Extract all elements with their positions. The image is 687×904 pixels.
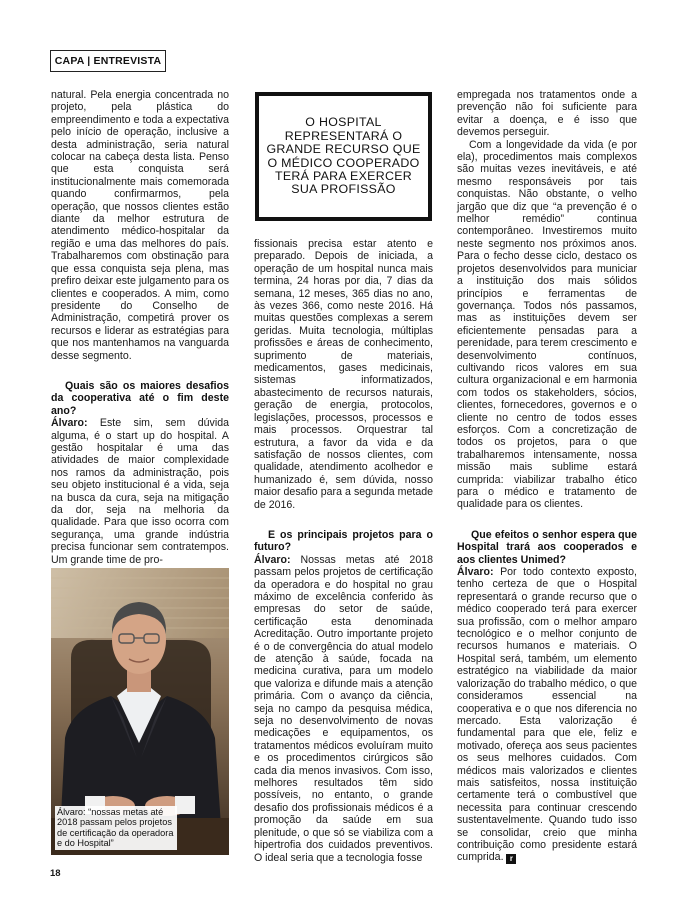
speaker-name: Álvaro: bbox=[457, 566, 494, 579]
pull-quote bbox=[255, 92, 432, 221]
speaker-name: Álvaro: bbox=[254, 553, 291, 566]
body-paragraph: natural. Pela energia concentrada no projeto, pela plástica do empreendimento e toda a expectativa pelo início de operação, inclusive a desta administração, seria natural colocar na cabeça desta lista. Penso que esta conquista será institucionalmente mais comemorada quando confirmarmos, pela operação, que nossos clientes estão diante da melhor estrutura de atendimento médico-hospitalar da região e uma das melhores do país. Trabalharemos com obstinação para que essa conquista seja plena, mas prefiro deixar este julgamento para os clientes e cooperados. A mim, como presidente do Conselho de Administração, competirá prover os recursos e liderar as estratégias para que nos mantenhamos na vanguarda desse segmento. bbox=[51, 89, 229, 362]
body-paragraph: empregada nos tratamentos onde a prevenção não foi suficiente para evitar a doença, e é isso que devemos perseguir. bbox=[457, 89, 637, 139]
body-paragraph: Com a longevidade da vida (e por ela), procedimentos mais complexos são muitas vezes inevitáveis, e até mesmo responsáveis por tais conquistas. Não obstante, o velho jargão que diz que “a prevenção é o melhor remédio” continua contemporâneo. Investiremos muito neste segmento nos próximos anos. Para o fecho desse ciclo, destaco os projetos desenvolvidos para municiar a instituição dos mais sólidos princípios e ferramentas de governança. Todos nós passamos, mas as instituições devem ser eficientemente pensadas para a perenidade, para terem crescimento e desenvolvimento contínuos, cultivando ricos valores em sua cultura organizacional e em harmonia com todos os stakeholders, sócios, clientes, fornecedores, governos e o cliente no centro de todos esses esforços. Com a concretização de todos os projetos, para o que trabalharemos intensamente, nossa missão mais sublime estará cumprida: viabilizar trabalho ético para o médico e tratamento de qualidade para os clientes. bbox=[457, 138, 637, 511]
section-tag: CAPA | ENTREVISTA bbox=[50, 50, 166, 72]
interview-question: Quais são os maiores desafios da cooperativa até o fim deste ano? bbox=[51, 379, 229, 417]
body-paragraph: fissionais precisa estar atento e preparado. Depois de iniciada, a operação de um hospital nunca mais termina, 24 horas por dia, 7 dias da semana, 12 meses, 365 dias no ano, às vezes 366, como neste 2016. Há muitas questões complexas a serem geridas. Muita tecnologia, múltiplas profissões e áreas de conhecimento, suprimento de materiais, medicamentos, gases medicinais, sistemas informatizados, abastecimento de recursos naturais, geração de energia, protocolos, legislações, processos, processos e mais processos. Orquestrar tal estrutura, a favor da vida e da satisfação de nossos clientes, com qualidade, atendimento acolhedor e humanizado é, sem dúvida, nosso maior desafio para a segunda metade de 2016. bbox=[254, 238, 433, 511]
end-of-article-mark: r bbox=[506, 854, 516, 864]
photo-caption: Álvaro: “nossas metas até 2018 passam pelos projetos de certificação da operadora e do Hospital” bbox=[55, 806, 177, 850]
interview-question: E os principais projetos para o futuro? bbox=[254, 528, 433, 554]
page-number: 18 bbox=[50, 868, 61, 879]
pull-quote-text: O HOSPITAL REPRESENTARÁ O GRANDE RECURSO QUE O MÉDICO COOPERADO TERÁ PARA EXERCER SUA PROFISSÃO bbox=[266, 115, 421, 197]
interview-question: Que efeitos o senhor espera que Hospital trará aos cooperados e aos clientes Unimed? bbox=[457, 528, 637, 566]
speaker-name: Álvaro: bbox=[51, 417, 88, 430]
answer-text: Este sim, sem dúvida alguma, é o start up do hospital. A gestão hospitalar é uma das atividades de maior complexidade nos ramos da administração, pois seu objeto institucional é a vida, seja na busca da cura, seja na mitigação da dor, seja na melhoria da qualidade. Para que isso ocorra com segurança, uma grande indústria precisa funcionar sem contratempos. Um grande time de pro- bbox=[51, 417, 229, 566]
answer-text: Por todo contexto exposto, tenho certeza de que o Hospital representará o grande recurso que o médico cooperado terá para exercer sua profissão, com o melhor amparo tecnológico e o melhor conjunto de recursos humanos e materiais. O Hospital será, também, um elemento estratégico na viabilidade da maior valorização do trabalho médico, o que consideramos essencial na cooperativa e o que nos diferencia no mercado. Esta valorização é fundamental para que ele, feliz e motivado, ofereça aos seus pacientes os seus melhores cuidados. Com médicos mais valorizados e clientes mais satisfeitos, nossa instituição certamente terá o combustível que necessita para continuar crescendo sustentavelmente. Quando tudo isso se consolidar, creio que minha contribuição como presidente estará cumprida. bbox=[457, 566, 637, 864]
interview-answer bbox=[457, 566, 637, 864]
interview-answer bbox=[254, 554, 433, 864]
article-column-1 bbox=[51, 89, 229, 566]
article-column-3 bbox=[457, 89, 637, 864]
answer-text: Nossas metas até 2018 passam pelos projetos de certificação da operadora e do hospital no grau máximo de excelência conferido às empresas do setor de saúde, certificação esta denominada Acreditação. Outro importante projeto é o de convergência do atual modelo de atenção à saúde, focada na medicina curativa, para um modelo que valoriza e difunde mais a atenção primária. Com o avanço da ciência, seja no campo da pesquisa médica, seja no desenvolvimento de novas medicações e equipamentos, os tratamentos médicos evoluíram muito e os procedimentos cirúrgicos são cada dia menos invasivos. Com isso, melhores resultados têm sido possíveis, no entanto, o grande desafio dos profissionais médicos é a promoção da saúde em sua plenitude, o que só se viabiliza com a hipertrofia dos cuidados preventivos. O ideal seria que a tecnologia fosse bbox=[254, 553, 433, 864]
article-column-2 bbox=[254, 238, 433, 864]
interview-answer bbox=[51, 417, 229, 566]
